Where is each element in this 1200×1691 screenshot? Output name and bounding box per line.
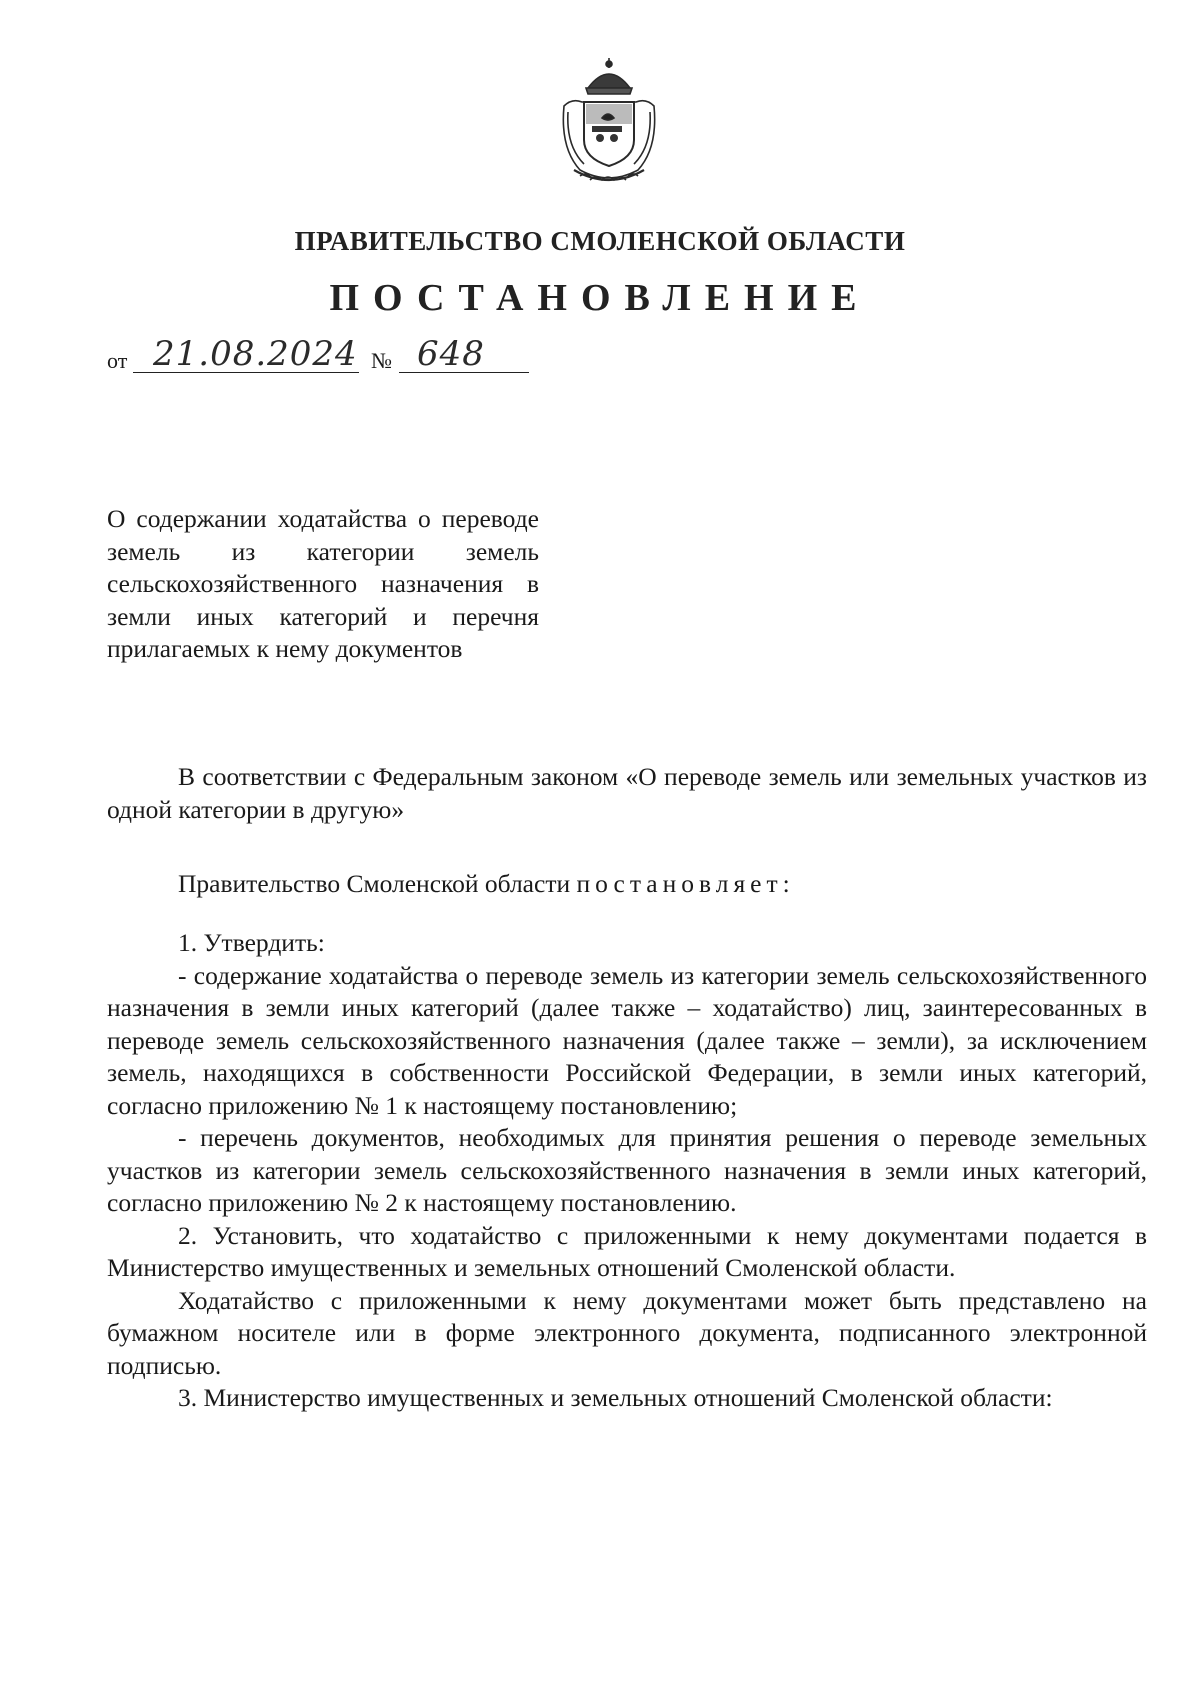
item-1-a: - содержание ходатайства о переводе земель из категории земель сельскохозяйственного назначения в земли иных категорий (далее также – ходатайство) лиц, заинтересованных в переводе земель сельскохозяйственного назначения (далее также – земли), за исключением земель, находящихся в собственности Российской Федерации, в земли иных категорий, согласно приложению № 1 к настоящему постановлению;: [107, 960, 1147, 1120]
date-underline: [133, 334, 359, 374]
number-handwritten: 648: [417, 334, 485, 374]
item-2-b: Ходатайство с приложенными к нему документами может быть представлено на бумажном носителе или в форме электронного документа, подписанного электронной подписью.: [107, 1285, 1147, 1380]
number-prefix: №: [371, 348, 392, 373]
resolution-items: [107, 927, 1147, 1415]
resolve-line: [107, 868, 1147, 901]
resolve-verb: постановляет:: [576, 869, 795, 898]
item-1-b: - перечень документов, необходимых для принятия решения о переводе земельных участков из категории земель сельскохозяйственного назначения в земли иных категорий, согласно приложению № 2 к настоящему постановлению.: [107, 1123, 1147, 1217]
item-3: 3. Министерство имущественных и земельных отношений Смоленской области:: [178, 1383, 1053, 1412]
resolve-subject: Правительство Смоленской области: [178, 869, 571, 898]
government-title: ПРАВИТЕЛЬСТВО СМОЛЕНСКОЙ ОБЛАСТИ: [294, 226, 906, 256]
coat-of-arms-emblem: [550, 58, 668, 188]
document-subject: О содержании ходатайства о переводе земель из категории земель сельскохозяйственного назначения в земли иных категорий и перечня прилагаемых к нему документов: [107, 504, 539, 663]
date-prefix: от: [107, 348, 128, 373]
document-type-title: ПОСТАНОВЛЕНИЕ: [329, 277, 871, 319]
preamble: [107, 761, 1147, 826]
item-2: 2. Установить, что ходатайство с приложенными к нему документами подается в Министерство имущественных и земельных отношений Смоленской области.: [107, 1220, 1147, 1282]
preamble-text: В соответствии с Федеральным законом «О переводе земель или земельных участков из одной категории в другую»: [107, 762, 1147, 824]
item-1-heading: 1. Утвердить:: [178, 928, 325, 957]
date-handwritten: 21.08.2024: [153, 334, 358, 374]
number-underline: [399, 334, 529, 374]
